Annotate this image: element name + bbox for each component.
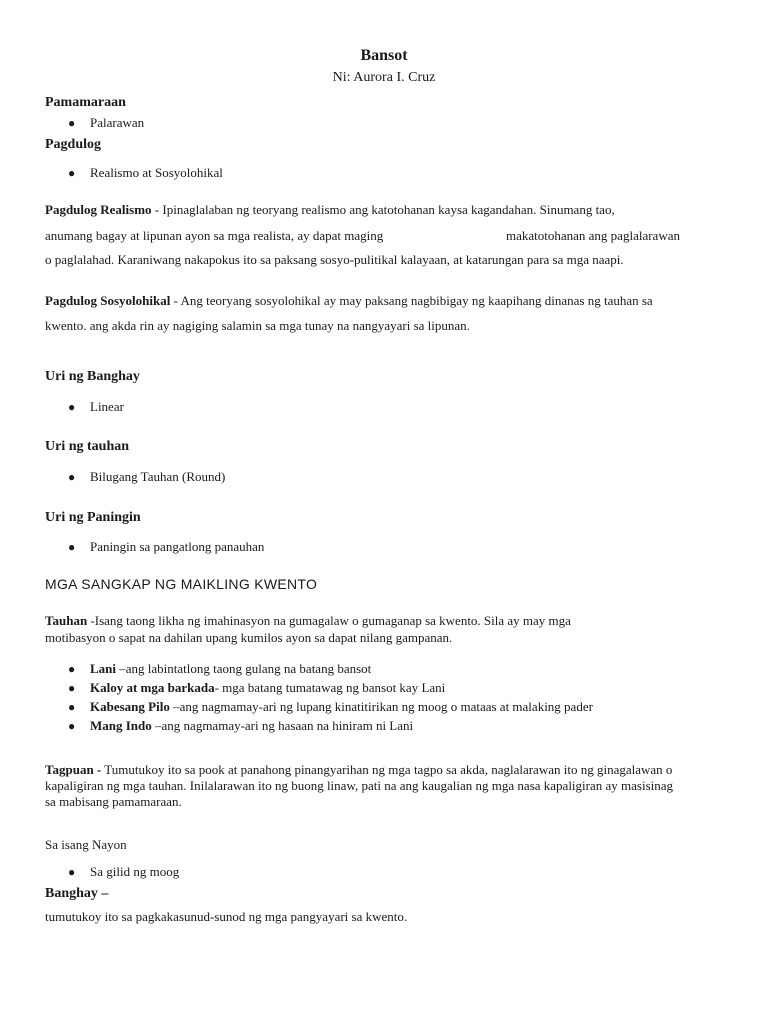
uri-paningin-item: Paningin sa pangatlong panauhan — [90, 539, 265, 554]
pagdulog-item: Realismo at Sosyolohikal — [90, 165, 223, 180]
sosyolohikal-paragraph-line-1: Pagdulog Sosyolohikal - Ang teoryang sosyolohikal ay may paksang nagbibigay ng kaapihang dinanas ng tauhan sa — [45, 293, 653, 308]
tagpuan-item: Sa gilid ng moog — [90, 864, 180, 879]
tagpuan-place: Sa isang Nayon — [45, 837, 127, 852]
banghay-heading: Banghay – — [45, 886, 109, 901]
sosyolohikal-paragraph-line-2: kwento. ang akda rin ay nagiging salamin sa mga tunay na nangyayari sa lipunan. — [45, 318, 470, 333]
bullet-icon: ● — [68, 662, 76, 676]
bullet-icon: ● — [68, 116, 76, 130]
character-item: Kaloy at mga barkada- mga batang tumatawag ng bansot kay Lani — [90, 680, 446, 695]
character-item: Mang Indo –ang nagmamay-ari ng hasaan na hiniram ni Lani — [90, 718, 414, 733]
realismo-paragraph-line-3: o paglalahad. Karaniwang nakapokus ito sa paksang sosyo-pulitikal kalayaan, at katarungan para sa mga naapi. — [45, 252, 624, 267]
tagpuan-paragraph-line-2: kapaligiran ng mga tauhan. Inilalarawan ito ng buong linaw, pati na ang kaugalian ng mga nasa kapaligiran ay masisinag — [45, 778, 674, 793]
realismo-paragraph-line-2a: anumang bagay at lipunan ayon sa mga realista, ay dapat maging — [45, 228, 384, 243]
bullet-icon: ● — [68, 681, 76, 695]
character-item: Kabesang Pilo –ang nagmamay-ari ng lupang kinatitirikan ng moog o mataas at malaking pader — [90, 699, 593, 714]
bullet-icon: ● — [68, 865, 76, 879]
uri-tauhan-heading: Uri ng tauhan — [45, 439, 130, 454]
bullet-icon: ● — [68, 166, 76, 180]
bullet-icon: ● — [68, 540, 76, 554]
uri-paningin-heading: Uri ng Paningin — [45, 510, 141, 525]
realismo-paragraph-line-2b: makatotohanan ang paglalarawan — [506, 228, 680, 243]
tauhan-paragraph-line-1: Tauhan -Isang taong likha ng imahinasyon na gumagalaw o gumaganap sa kwento. Sila ay may mga — [45, 613, 571, 628]
banghay-text: tumutukoy ito sa pagkakasunud-sunod ng mga pangyayari sa kwento. — [45, 909, 408, 924]
sosyolohikal-lead: Pagdulog Sosyolohikal — [45, 293, 171, 308]
uri-banghay-item: Linear — [90, 399, 124, 414]
pamamaraan-heading: Pamamaraan — [45, 95, 126, 110]
tagpuan-lead: Tagpuan - — [45, 762, 102, 777]
document-title: Bansot — [360, 47, 408, 64]
document-author: Ni: Aurora I. Cruz — [332, 70, 436, 85]
uri-banghay-heading: Uri ng Banghay — [45, 369, 140, 384]
tagpuan-paragraph-line-3: sa mabisang pamamaraan. — [45, 794, 182, 809]
bullet-icon: ● — [68, 700, 76, 714]
pamamaraan-item: Palarawan — [90, 115, 145, 130]
bullet-icon: ● — [68, 400, 76, 414]
pagdulog-heading: Pagdulog — [45, 137, 102, 152]
realismo-paragraph-line-1: Pagdulog Realismo - Ipinaglalaban ng teoryang realismo ang katotohanan kaysa kagandahan. Sinumang tao, — [45, 202, 615, 217]
character-item: Lani –ang labintatlong taong gulang na batang bansot — [90, 661, 372, 676]
bullet-icon: ● — [68, 719, 76, 733]
realismo-lead: Pagdulog Realismo — [45, 202, 152, 217]
bullet-icon: ● — [68, 470, 76, 484]
uri-tauhan-item: Bilugang Tauhan (Round) — [90, 469, 226, 484]
tauhan-paragraph-line-2: motibasyon o sapat na dahilan upang kumilos ayon sa dapat nilang gampanan. — [45, 630, 453, 645]
tagpuan-paragraph-line-1: Tagpuan - Tumutukoy ito sa pook at panahong pinangyarihan ng mga tagpo sa akda, naglalarawan ito ng ginagalawan o — [45, 762, 673, 777]
tauhan-lead: Tauhan — [45, 613, 88, 628]
sangkap-heading: MGA SANGKAP NG MAIKLING KWENTO — [45, 576, 318, 592]
